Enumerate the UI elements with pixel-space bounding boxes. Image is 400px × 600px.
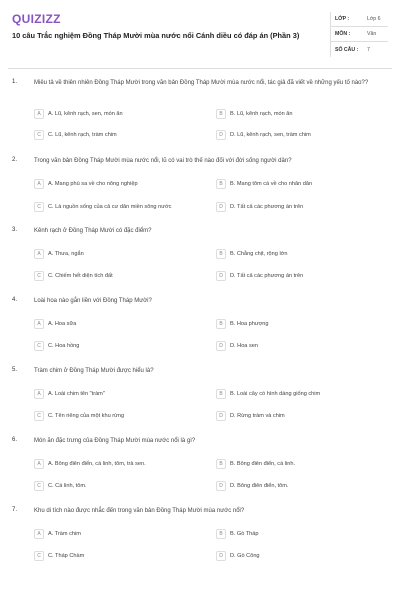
question-text: Tràm chim ở Đồng Tháp Mười được hiểu là? — [34, 368, 154, 374]
option-a[interactable] — [34, 108, 123, 120]
meta-label: SỐ CÂU : — [335, 46, 359, 53]
meta-value: Lớp 6 — [367, 16, 381, 22]
option-letter-badge: C — [34, 271, 44, 281]
option-letter-badge: D — [216, 551, 226, 561]
meta-label: MÔN : — [335, 31, 351, 37]
option-text: C. Tên riêng của một khu rừng — [48, 413, 125, 419]
option-c[interactable] — [34, 340, 79, 352]
option-d[interactable] — [216, 129, 311, 141]
option-letter-badge: C — [34, 130, 44, 140]
option-letter-badge: A — [34, 459, 44, 469]
option-b[interactable] — [216, 108, 293, 120]
option-text: D. Tất cả các phương án trên — [230, 204, 304, 210]
question-3 — [12, 227, 390, 285]
question-text: Kênh rạch ở Đồng Tháp Mười có đặc điểm? — [34, 228, 152, 234]
question-4 — [12, 297, 390, 355]
option-letter-badge: C — [34, 481, 44, 491]
option-b[interactable] — [216, 248, 287, 260]
question-text: Loài hoa nào gắn liền với Đồng Tháp Mười? — [34, 298, 152, 304]
option-letter-badge: B — [216, 249, 226, 259]
option-letter-badge: A — [34, 529, 44, 539]
option-a[interactable] — [34, 318, 76, 330]
question-number: 7. — [12, 507, 18, 513]
option-d[interactable] — [216, 550, 260, 562]
option-c[interactable] — [34, 129, 117, 141]
worksheet-meta-table — [330, 12, 388, 57]
question-number: 3. — [12, 227, 18, 233]
option-text: D. Lũ, kênh rạch, sen, tràm chim — [230, 132, 311, 138]
option-text: A. Thưa, ngắn — [48, 251, 84, 257]
option-b[interactable] — [216, 458, 295, 470]
option-text: D. Tất cả các phương án trên — [230, 273, 304, 279]
option-d[interactable] — [216, 480, 288, 492]
worksheet-title: 10 câu Trắc nghiệm Đồng Tháp Mười mùa nước nổi Cánh diều có đáp án (Phần 3) — [12, 31, 300, 40]
question-number: 4. — [12, 297, 18, 303]
option-text: D. Gò Công — [230, 553, 260, 559]
question-text: Khu di tích nào được nhắc đến trong văn bản Đồng Tháp Mười mùa nước nổi? — [34, 508, 245, 514]
option-a[interactable] — [34, 388, 105, 400]
option-text: A. Bông điên điển, cá linh, tôm, trà sen. — [48, 461, 146, 467]
option-d[interactable] — [216, 270, 303, 282]
option-d[interactable] — [216, 201, 303, 213]
option-letter-badge: B — [216, 529, 226, 539]
meta-row-grade — [331, 12, 388, 27]
option-letter-badge: D — [216, 202, 226, 212]
option-b[interactable] — [216, 528, 259, 540]
option-letter-badge: A — [34, 249, 44, 259]
option-c[interactable] — [34, 270, 113, 282]
option-text: A. Loài chim tên "tràm" — [48, 391, 105, 397]
option-a[interactable] — [34, 248, 84, 260]
option-letter-badge: D — [216, 411, 226, 421]
option-text: B. Loài cây có hình dáng giống chim — [230, 391, 321, 397]
question-text: Trong văn bản Đồng Tháp Mười mùa nước nổi, lũ có vai trò thế nào đối với đời sống người dân? — [34, 158, 292, 164]
option-letter-badge: B — [216, 319, 226, 329]
question-6 — [12, 437, 390, 495]
option-text: D. Bông điên điển, tôm. — [230, 483, 289, 489]
option-text: B. Gò Tháp — [230, 531, 259, 537]
option-text: A. Mang phù sa về cho nông nghiệp — [48, 181, 138, 187]
option-letter-badge: B — [216, 459, 226, 469]
option-letter-badge: B — [216, 179, 226, 189]
option-d[interactable] — [216, 410, 285, 422]
option-letter-badge: C — [34, 202, 44, 212]
question-number: 1. — [12, 79, 18, 85]
question-number: 5. — [12, 367, 18, 373]
option-letter-badge: A — [34, 389, 44, 399]
meta-label: LỚP : — [335, 16, 350, 22]
option-text: B. Bông điên điển, cá linh. — [230, 461, 295, 467]
option-text: B. Lũ, kênh rạch, món ăn — [230, 111, 293, 117]
header-divider — [8, 68, 392, 69]
meta-value: Văn — [367, 31, 377, 37]
option-a[interactable] — [34, 458, 146, 470]
question-text: Miêu tả về thiên nhiên Đồng Tháp Mười trong văn bản Đồng Tháp Mười mùa nước nổi, tác giả đã viết về những yếu tố nào?? — [34, 80, 369, 86]
option-text: A. Hoa sữa — [48, 321, 77, 327]
meta-row-subject — [331, 27, 388, 42]
question-text: Món ăn đặc trưng của Đồng Tháp Mười mùa nước nổi là gì? — [34, 438, 196, 444]
option-c[interactable] — [34, 480, 87, 492]
option-text: B. Chằng chịt, rộng lớn — [230, 251, 288, 257]
option-text: D. Rừng tràm và chim — [230, 413, 285, 419]
option-b[interactable] — [216, 178, 312, 190]
question-5 — [12, 367, 390, 425]
option-b[interactable] — [216, 318, 269, 330]
option-letter-badge: C — [34, 341, 44, 351]
option-text: A. Lũ, kênh rạch, sen, món ăn — [48, 111, 123, 117]
option-letter-badge: D — [216, 341, 226, 351]
option-text: C. Tháp Chàm — [48, 553, 85, 559]
option-d[interactable] — [216, 340, 258, 352]
option-letter-badge: D — [216, 271, 226, 281]
option-letter-badge: B — [216, 389, 226, 399]
question-number: 6. — [12, 437, 18, 443]
option-letter-badge: D — [216, 481, 226, 491]
option-c[interactable] — [34, 410, 124, 422]
option-letter-badge: A — [34, 179, 44, 189]
option-text: C. Chiếm hết diện tích đất — [48, 273, 113, 279]
option-text: C. Cá linh, tôm. — [48, 483, 87, 489]
option-b[interactable] — [216, 388, 320, 400]
question-number: 2. — [12, 157, 18, 163]
option-c[interactable] — [34, 201, 171, 213]
option-letter-badge: A — [34, 109, 44, 119]
option-text: A. Tràm chim — [48, 531, 81, 537]
quizizz-logo: QUIZIZZ — [12, 12, 61, 26]
option-letter-badge: B — [216, 109, 226, 119]
option-letter-badge: C — [34, 551, 44, 561]
option-letter-badge: D — [216, 130, 226, 140]
question-2 — [12, 157, 390, 215]
option-text: C. Lũ, kênh rạch, tràm chim — [48, 132, 117, 138]
meta-value: 7 — [367, 46, 370, 53]
option-text: B. Hoa phượng — [230, 321, 269, 327]
worksheet-header — [0, 0, 400, 62]
option-text: B. Mang tôm cá về cho nhân dân — [230, 181, 313, 187]
option-a[interactable] — [34, 528, 81, 540]
question-1 — [12, 79, 390, 145]
option-letter-badge: C — [34, 411, 44, 421]
question-7 — [12, 507, 390, 565]
option-text: C. Hoa hồng — [48, 343, 80, 349]
option-letter-badge: A — [34, 319, 44, 329]
option-text: D. Hoa sen — [230, 343, 258, 349]
option-text: C. Là nguồn sống của cả cư dân miền sông nước — [48, 204, 172, 210]
option-c[interactable] — [34, 550, 84, 562]
meta-row-question-count — [331, 42, 388, 57]
option-a[interactable] — [34, 178, 138, 190]
